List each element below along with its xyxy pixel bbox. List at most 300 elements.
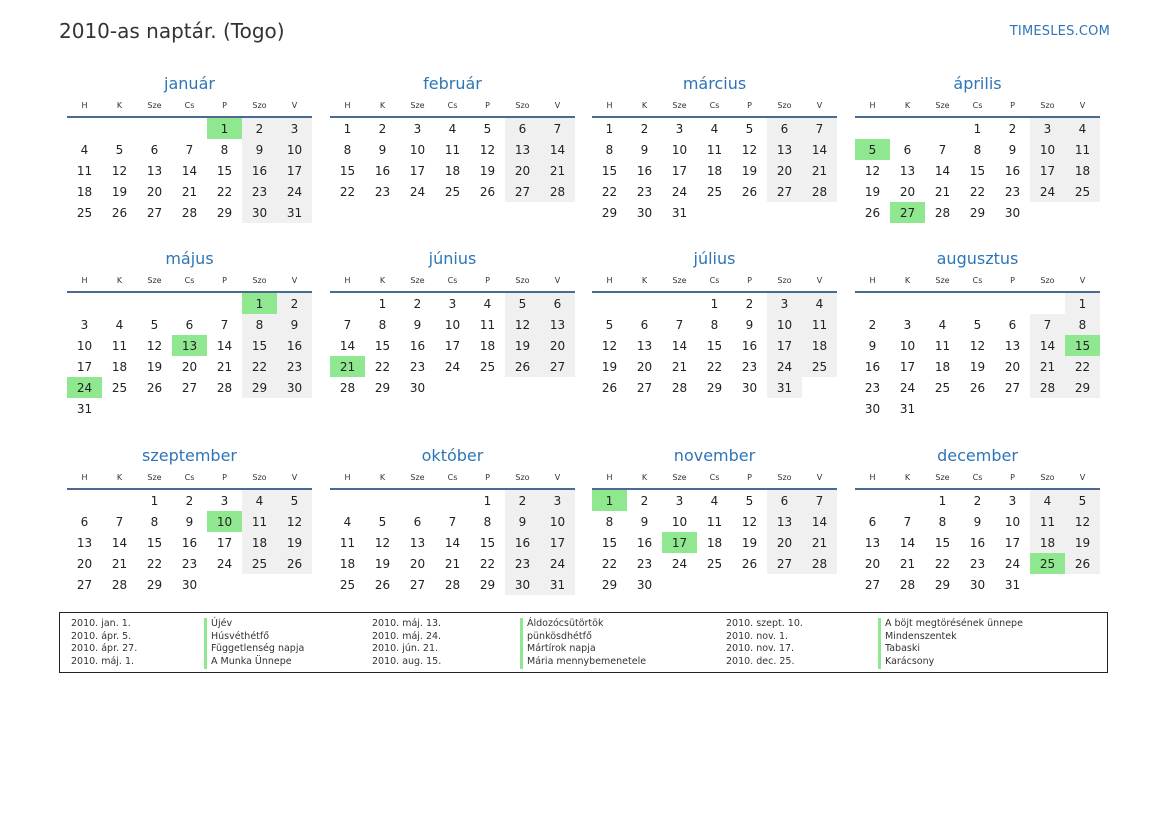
day-cell: 10 [671,142,688,157]
day-cell: 8 [1065,314,1100,335]
holiday-day-cell: 1 [207,117,242,139]
day-cell: 8 [605,142,614,157]
month-name: október [421,446,484,465]
day-cell: 4 [448,121,457,136]
weekday-label: Szo [242,467,277,489]
day-cell: 5 [505,292,540,314]
day-cell: 5 [745,121,754,136]
weekday-label: K [365,95,400,117]
month-table [330,95,575,202]
day-cell: 30 [864,401,881,416]
day-cell: 19 [111,184,128,199]
day-cell: 29 [601,205,618,220]
day-cell: 22 [374,359,391,374]
day-cell: 4 [1030,489,1065,511]
day-cell: 14 [802,139,837,160]
holiday-name: Mártírok napja [520,643,646,656]
day-cell: 25 [802,356,837,377]
day-cell: 10 [277,139,312,160]
weekday-label: H [330,270,365,292]
day-cell: 21 [540,160,575,181]
day-cell: 12 [969,338,986,353]
day-cell: 13 [146,163,163,178]
day-cell: 21 [899,556,916,571]
weekday-label: Cs [697,95,732,117]
day-cell: 20 [76,556,93,571]
week-row [855,489,1100,511]
day-cell: 1 [150,493,159,508]
week-row [330,117,575,139]
holiday-date: 2010. máj. 24. [372,630,442,642]
weekday-header-row [67,467,312,489]
weekday-label: Cs [435,467,470,489]
day-cell: 8 [938,514,947,529]
day-cell: 23 [969,556,986,571]
holiday-name: Tabaski [878,643,1023,656]
holiday-name: Áldozócsütörtök [520,618,646,631]
week-row [330,181,575,202]
holiday-date: 2010. ápr. 27. [71,643,138,655]
weekday-label: Cs [172,95,207,117]
empty-cell [1030,574,1065,595]
day-cell: 26 [741,184,758,199]
day-cell: 31 [899,401,916,416]
weekday-label: H [330,467,365,489]
day-cell: 28 [540,181,575,202]
month-table [855,467,1100,595]
day-cell: 10 [76,338,93,353]
day-cell: 12 [601,338,618,353]
day-cell: 21 [671,359,688,374]
empty-cell [67,489,102,511]
day-cell: 18 [1065,160,1100,181]
day-cell: 7 [802,117,837,139]
day-cell: 22 [479,556,496,571]
day-cell: 6 [540,292,575,314]
empty-cell [505,377,540,398]
month-calendar [67,248,312,419]
day-cell: 11 [706,142,723,157]
day-cell: 25 [934,380,951,395]
empty-cell [855,117,890,139]
empty-cell [960,398,995,419]
empty-cell [767,574,802,595]
month-table [855,270,1100,419]
week-row [67,202,312,223]
site-link[interactable]: TIMESLES.COM [1009,24,1110,39]
weekday-label: P [732,95,767,117]
day-cell: 2 [185,493,194,508]
day-cell: 18 [706,535,723,550]
day-cell: 26 [1065,553,1100,574]
day-cell: 17 [899,359,916,374]
holiday-name: Húsvéthétfő [204,631,304,644]
day-cell: 19 [969,359,986,374]
day-cell: 14 [540,139,575,160]
day-cell: 4 [710,493,719,508]
empty-cell [925,292,960,314]
day-cell: 13 [636,338,653,353]
weekday-header-row [330,95,575,117]
weekday-label: V [802,467,837,489]
weekday-label: K [365,270,400,292]
empty-cell [890,292,925,314]
weekday-label: H [67,467,102,489]
month-calendar [592,445,837,595]
day-cell: 13 [864,535,881,550]
day-cell: 30 [1004,205,1021,220]
day-cell: 1 [710,296,719,311]
day-cell: 6 [505,117,540,139]
day-cell: 22 [601,556,618,571]
day-cell: 14 [444,535,461,550]
empty-cell [242,398,277,419]
day-cell: 27 [505,181,540,202]
empty-cell [102,489,137,511]
day-cell: 13 [540,314,575,335]
week-row [67,160,312,181]
holiday-day-cell: 17 [662,532,697,553]
day-cell: 13 [409,535,426,550]
holiday-date: 2010. ápr. 5. [71,630,132,642]
weekday-label: K [365,467,400,489]
day-cell: 1 [343,121,352,136]
day-cell: 10 [899,338,916,353]
day-cell: 11 [339,535,356,550]
day-cell: 15 [339,163,356,178]
day-cell: 14 [339,338,356,353]
holiday-names-col-2 [520,618,646,669]
day-cell: 20 [540,335,575,356]
empty-cell [592,292,627,314]
weekday-label: K [890,270,925,292]
week-row [67,532,312,553]
day-cell: 27 [146,205,163,220]
day-cell: 15 [242,335,277,356]
week-row [67,181,312,202]
empty-cell [802,377,837,398]
empty-cell [207,292,242,314]
week-row [592,160,837,181]
weekday-label: Sze [662,467,697,489]
day-cell: 2 [745,296,754,311]
day-cell: 16 [1004,163,1021,178]
day-cell: 9 [868,338,877,353]
day-cell: 9 [505,511,540,532]
day-cell: 4 [710,121,719,136]
month-name: szeptember [141,446,237,465]
empty-cell [330,489,365,511]
day-cell: 9 [745,317,754,332]
day-cell: 5 [1065,489,1100,511]
day-cell: 20 [767,160,802,181]
weekday-label: Szo [767,95,802,117]
holiday-day-cell: 1 [242,292,277,314]
day-cell: 25 [242,553,277,574]
day-cell: 27 [540,356,575,377]
empty-cell [1030,398,1065,419]
day-cell: 31 [277,202,312,223]
weekday-label: V [1065,270,1100,292]
day-cell: 1 [605,121,614,136]
day-cell: 5 [745,493,754,508]
day-cell: 2 [640,493,649,508]
day-cell: 16 [636,163,653,178]
day-cell: 6 [903,142,912,157]
weekday-header-row [592,95,837,117]
month-name: december [937,446,1018,465]
day-cell: 28 [802,553,837,574]
weekday-label: V [540,467,575,489]
day-cell: 16 [181,535,198,550]
empty-cell [102,117,137,139]
day-cell: 23 [181,556,198,571]
day-cell: 6 [150,142,159,157]
weekday-label: V [540,270,575,292]
week-row [67,489,312,511]
empty-cell [242,574,277,595]
day-cell: 29 [969,205,986,220]
day-cell: 2 [868,317,877,332]
week-row [592,553,837,574]
day-cell: 30 [636,205,653,220]
day-cell: 20 [409,556,426,571]
day-cell: 24 [1004,556,1021,571]
day-cell: 28 [444,577,461,592]
month-name: április [953,74,1002,93]
holiday-date: 2010. jún. 21. [372,643,439,655]
day-cell: 8 [483,514,492,529]
day-cell: 24 [277,181,312,202]
month-table [330,270,575,398]
month-calendar [592,73,837,223]
week-row [592,335,837,356]
empty-cell [435,377,470,398]
day-cell: 1 [1065,292,1100,314]
empty-cell [540,377,575,398]
day-cell: 12 [1065,511,1100,532]
empty-cell [767,202,802,223]
weekday-label: P [207,95,242,117]
week-row [592,356,837,377]
day-cell: 21 [216,359,233,374]
day-cell: 23 [277,356,312,377]
week-row [592,314,837,335]
day-cell: 12 [479,142,496,157]
day-cell: 1 [938,493,947,508]
week-row [855,377,1100,398]
holiday-name: Függetlenség napja [204,643,304,656]
month-table [592,467,837,595]
day-cell: 17 [444,338,461,353]
day-cell: 29 [242,377,277,398]
month-calendar [855,73,1100,223]
day-cell: 22 [969,184,986,199]
day-cell: 27 [767,553,802,574]
day-cell: 8 [220,142,229,157]
day-cell: 16 [864,359,881,374]
holiday-date: 2010. nov. 17. [726,643,795,655]
holiday-names-col-3 [878,618,1023,669]
empty-cell [890,117,925,139]
empty-cell [1030,292,1065,314]
day-cell: 29 [601,577,618,592]
day-cell: 15 [479,535,496,550]
holiday-name: pünkösdhétfő [520,631,646,644]
day-cell: 17 [540,532,575,553]
weekday-header-row [592,270,837,292]
week-row [330,335,575,356]
weekday-header-row [855,270,1100,292]
empty-cell [1030,202,1065,223]
weekday-header-row [855,95,1100,117]
day-cell: 12 [741,514,758,529]
day-cell: 16 [969,535,986,550]
day-cell: 16 [242,160,277,181]
month-calendar [67,73,312,223]
week-row [330,574,575,595]
day-cell: 19 [146,359,163,374]
day-cell: 6 [413,514,422,529]
holiday-day-cell: 1 [592,489,627,511]
day-cell: 3 [675,121,684,136]
week-row [67,511,312,532]
day-cell: 28 [802,181,837,202]
holiday-day-cell: 5 [855,139,890,160]
day-cell: 11 [242,511,277,532]
weekday-label: H [67,95,102,117]
day-cell: 21 [802,160,837,181]
day-cell: 11 [479,317,496,332]
empty-cell [732,202,767,223]
weekday-label: V [1065,467,1100,489]
weekday-label: V [802,95,837,117]
day-cell: 14 [671,338,688,353]
weekday-label: P [732,270,767,292]
day-cell: 19 [741,535,758,550]
holiday-date: 2010. jan. 1. [71,618,131,629]
day-cell: 5 [277,489,312,511]
weekday-label: Szo [505,270,540,292]
month-calendar [67,445,312,595]
day-cell: 8 [150,514,159,529]
day-cell: 7 [185,142,194,157]
weekday-header-row [67,270,312,292]
day-cell: 10 [1030,139,1065,160]
day-cell: 8 [378,317,387,332]
week-row [855,117,1100,139]
day-cell: 19 [741,163,758,178]
weekday-label: Sze [400,270,435,292]
week-row [855,553,1100,574]
day-cell: 18 [802,335,837,356]
day-cell: 11 [1030,511,1065,532]
day-cell: 27 [181,380,198,395]
day-cell: 22 [146,556,163,571]
day-cell: 27 [864,577,881,592]
day-cell: 7 [1030,314,1065,335]
day-cell: 10 [767,314,802,335]
day-cell: 4 [343,514,352,529]
day-cell: 24 [767,356,802,377]
empty-cell [207,574,242,595]
day-cell: 6 [640,317,649,332]
day-cell: 5 [378,514,387,529]
weekday-label: Szo [767,467,802,489]
weekday-header-row [330,467,575,489]
day-cell: 15 [601,163,618,178]
day-cell: 9 [277,314,312,335]
weekday-label: Sze [662,95,697,117]
day-cell: 5 [973,317,982,332]
day-cell: 4 [938,317,947,332]
day-cell: 28 [934,205,951,220]
week-row [330,532,575,553]
weekday-label: H [592,467,627,489]
week-row [330,292,575,314]
day-cell: 10 [1004,514,1021,529]
holiday-name: Karácsony [878,656,1023,669]
month-name: június [428,249,477,268]
weekday-label: Sze [925,467,960,489]
day-cell: 18 [1030,532,1065,553]
holiday-day-cell: 24 [67,377,102,398]
day-cell: 26 [277,553,312,574]
week-row [592,532,837,553]
holiday-day-cell: 13 [172,335,207,356]
weekday-label: Cs [697,467,732,489]
week-row [330,356,575,377]
day-cell: 22 [1065,356,1100,377]
weekday-label: Sze [925,270,960,292]
month-table [592,95,837,223]
weekday-label: V [277,270,312,292]
month-table [855,95,1100,223]
day-cell: 27 [409,577,426,592]
week-row [592,511,837,532]
day-cell: 18 [479,338,496,353]
weekday-label: Sze [400,95,435,117]
empty-cell [172,398,207,419]
holiday-date: 2010. dec. 25. [726,656,795,668]
day-cell: 5 [483,121,492,136]
day-cell: 9 [413,317,422,332]
empty-cell [137,398,172,419]
day-cell: 25 [339,577,356,592]
day-cell: 6 [868,514,877,529]
day-cell: 23 [409,359,426,374]
week-row [592,202,837,223]
day-cell: 3 [903,317,912,332]
day-cell: 20 [899,184,916,199]
day-cell: 7 [220,317,229,332]
weekday-label: K [890,467,925,489]
week-row [67,335,312,356]
month-calendar [330,445,575,595]
week-row [330,553,575,574]
weekday-label: V [1065,95,1100,117]
day-cell: 4 [242,489,277,511]
day-cell: 17 [409,163,426,178]
day-cell: 30 [409,380,426,395]
day-cell: 4 [802,292,837,314]
day-cell: 10 [540,511,575,532]
holiday-date: 2010. aug. 15. [372,656,442,668]
day-cell: 13 [76,535,93,550]
week-row [67,356,312,377]
holiday-dates-col-2 [372,618,441,669]
day-cell: 31 [767,377,802,398]
